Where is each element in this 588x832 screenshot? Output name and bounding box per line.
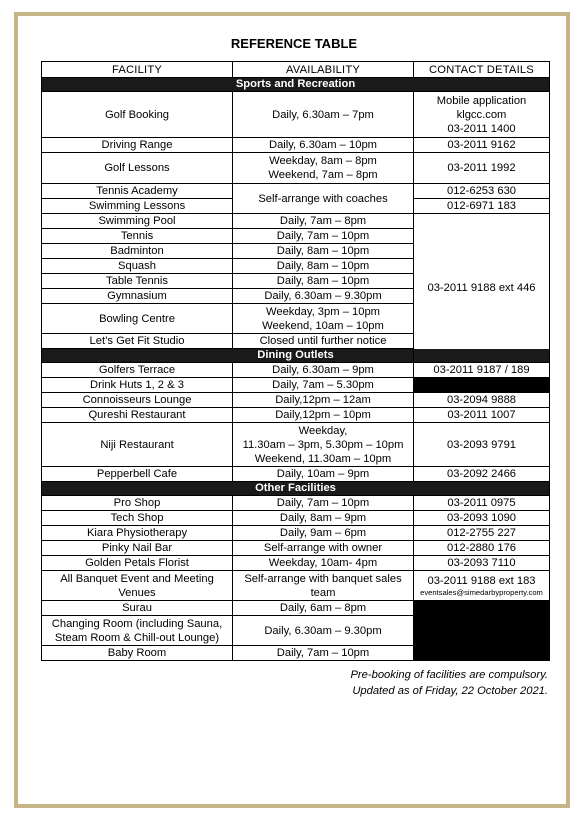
availability-line: Weekend, 10am – 10pm [262, 319, 384, 332]
facility-cell: Drink Huts 1, 2 & 3 [42, 378, 233, 393]
availability-line: Weekday, 8am – 8pm [269, 155, 377, 167]
facility-cell: Golf Booking [42, 92, 233, 138]
facility-cell: Let’s Get Fit Studio [42, 334, 233, 349]
facility-cell: Squash [42, 259, 233, 274]
reference-table [41, 61, 550, 661]
footnote-prebooking: Pre-booking of facilities are compulsory. [350, 669, 548, 681]
contact-line: 03-2011 1400 [447, 122, 516, 135]
availability-cell: Daily, 6.30am – 10pm [233, 138, 414, 153]
facility-cell: Qureshi Restaurant [42, 408, 233, 423]
table-row [42, 601, 550, 616]
section-sports: Sports and Recreation [42, 78, 550, 92]
contact-cell: 03-2011 1007 [414, 408, 550, 423]
contact-cell: 03-2011 9187 / 189 [414, 363, 550, 378]
section-other: Other Facilities [42, 482, 550, 496]
blocked-cell [414, 601, 550, 661]
availability-line: Self-arrange with banquet sales [244, 572, 402, 585]
availability-cell: Daily,12pm – 10pm [233, 408, 414, 423]
contact-cell: 03-2011 9162 [414, 138, 550, 153]
availability-cell: Daily, 7am – 5.30pm [233, 378, 414, 393]
availability-cell: Weekday, 10am- 4pm [233, 556, 414, 571]
availability-cell: Self-arrange with coaches [233, 184, 414, 214]
availability-cell: Closed until further notice [233, 334, 414, 349]
facility-cell: Tech Shop [42, 511, 233, 526]
table-row [42, 511, 550, 526]
facility-cell: Connoisseurs Lounge [42, 393, 233, 408]
facility-cell [42, 571, 233, 601]
table-row [42, 496, 550, 511]
availability-cell: Daily, 8am – 10pm [233, 244, 414, 259]
availability-cell: Daily, 7am – 10pm [233, 229, 414, 244]
page-title: REFERENCE TABLE [230, 36, 358, 51]
contact-cell: 03-2011 0975 [414, 496, 550, 511]
availability-line: Weekend, 11.30am – 10pm [254, 452, 392, 465]
facility-cell: Pepperbell Cafe [42, 467, 233, 482]
table-row [42, 184, 550, 199]
contact-cell: 012-2755 227 [414, 526, 550, 541]
facility-cell: Kiara Physiotherapy [42, 526, 233, 541]
table-row [42, 423, 550, 467]
availability-cell [233, 571, 414, 601]
availability-cell [233, 153, 414, 184]
table-row [42, 378, 550, 393]
table-row [42, 214, 550, 229]
availability-line: Weekday, 3pm – 10pm [265, 305, 380, 318]
table-row [42, 541, 550, 556]
footnote-updated: Updated as of Friday, 22 October 2021. [352, 685, 548, 697]
table-row [42, 408, 550, 423]
contact-cell: 012-2880 176 [414, 541, 550, 556]
table-row [42, 556, 550, 571]
facility-cell: Golf Lessons [42, 153, 233, 184]
contact-cell [414, 92, 550, 138]
availability-line: Weekend, 7am – 8pm [268, 169, 378, 181]
availability-cell: Daily, 8am – 10pm [233, 259, 414, 274]
contact-cell: 03-2093 9791 [414, 423, 550, 467]
facility-cell: Golden Petals Florist [42, 556, 233, 571]
availability-cell: Daily, 10am – 9pm [233, 467, 414, 482]
facility-cell: Baby Room [42, 646, 233, 661]
header-facility: FACILITY [42, 62, 233, 78]
availability-cell: Daily, 6.30am – 9pm [233, 363, 414, 378]
facility-cell: Tennis Academy [42, 184, 233, 199]
blocked-cell [414, 378, 550, 393]
facility-cell: Gymnasium [42, 289, 233, 304]
availability-cell: Daily, 6am – 8pm [233, 601, 414, 616]
contact-line: Mobile application [436, 94, 527, 107]
facility-cell: Swimming Lessons [42, 199, 233, 214]
availability-line: team [310, 586, 336, 599]
header-availability: AVAILABILITY [233, 62, 414, 78]
table-row [42, 153, 550, 184]
availability-cell: Daily, 9am – 6pm [233, 526, 414, 541]
table-row [42, 526, 550, 541]
contact-cell: 03-2094 9888 [414, 393, 550, 408]
contact-cell [414, 571, 550, 601]
table-row [42, 363, 550, 378]
section-dining: Dining Outlets [42, 349, 550, 363]
availability-cell: Daily,12pm – 12am [233, 393, 414, 408]
facility-cell: Swimming Pool [42, 214, 233, 229]
facility-cell: Driving Range [42, 138, 233, 153]
contact-cell: 03-2093 7110 [414, 556, 550, 571]
table-row [42, 92, 550, 138]
header-contact: CONTACT DETAILS [414, 62, 550, 78]
facility-cell [42, 616, 233, 646]
table-row [42, 571, 550, 601]
contact-cell: 03-2093 1090 [414, 511, 550, 526]
facility-line: Changing Room (including Sauna, [51, 617, 223, 630]
contact-line: 03-2011 9188 ext 183 [427, 574, 536, 587]
table-row [42, 138, 550, 153]
facility-line: Venues [118, 586, 156, 599]
table-row [42, 467, 550, 482]
facility-cell: Pro Shop [42, 496, 233, 511]
availability-cell: Daily, 8am – 9pm [233, 511, 414, 526]
table-row [42, 393, 550, 408]
availability-cell [233, 423, 414, 467]
contact-cell: 012-6253 630 [414, 184, 550, 199]
availability-cell: Daily, 6.30am – 9.30pm [233, 289, 414, 304]
facility-cell: Tennis [42, 229, 233, 244]
availability-cell [233, 304, 414, 334]
availability-line: 11.30am – 3pm, 5.30pm – 10pm [242, 438, 404, 451]
facility-cell: Table Tennis [42, 274, 233, 289]
facility-cell: Golfers Terrace [42, 363, 233, 378]
availability-cell: Daily, 6.30am – 7pm [233, 92, 414, 138]
availability-cell: Daily, 7am – 10pm [233, 496, 414, 511]
facility-cell: Bowling Centre [42, 304, 233, 334]
availability-cell: Daily, 6.30am – 9.30pm [233, 616, 414, 646]
email-text: eventsales@simedarbyproperty.com [420, 587, 543, 597]
availability-cell: Daily, 8am – 10pm [233, 274, 414, 289]
availability-cell: Daily, 7am – 8pm [233, 214, 414, 229]
facility-cell: Pinky Nail Bar [42, 541, 233, 556]
facility-line: All Banquet Event and Meeting [60, 572, 214, 585]
contact-cell: 03-2092 2466 [414, 467, 550, 482]
contact-cell: 012-6971 183 [414, 199, 550, 214]
facility-cell: Niji Restaurant [42, 423, 233, 467]
availability-line: Weekday, [298, 424, 348, 437]
availability-cell: Daily, 7am – 10pm [233, 646, 414, 661]
availability-cell: Self-arrange with owner [233, 541, 414, 556]
facility-line: Steam Room & Chill-out Lounge) [54, 631, 220, 644]
contact-cell: 03-2011 9188 ext 446 [414, 214, 550, 363]
facility-cell: Badminton [42, 244, 233, 259]
header-row [42, 62, 550, 78]
contact-cell: 03-2011 1992 [414, 153, 550, 184]
contact-line: klgcc.com [456, 108, 507, 121]
facility-cell: Surau [42, 601, 233, 616]
